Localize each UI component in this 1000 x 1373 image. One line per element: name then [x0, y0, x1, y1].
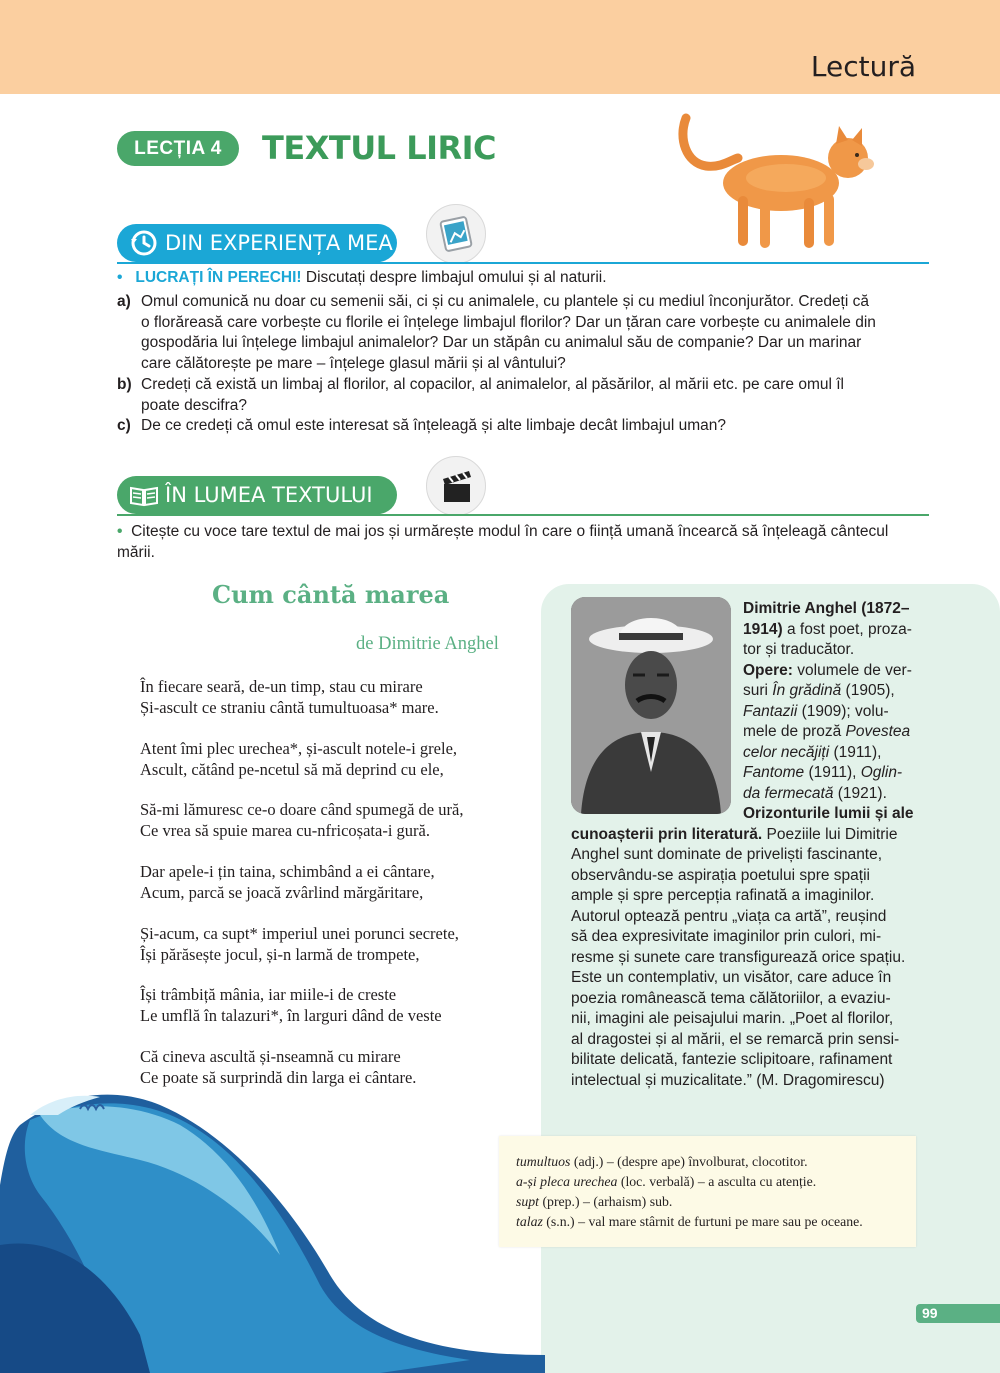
- section-text-underline: [117, 514, 929, 516]
- bio-heading: cunoașterii prin literatură.: [571, 826, 763, 843]
- question-b: [117, 375, 917, 417]
- section-title: Lectură: [810, 50, 916, 83]
- pairs-instruction: [117, 268, 607, 289]
- glossary-entry: [516, 1192, 672, 1212]
- poem-stanza: [140, 924, 459, 965]
- bio-text: (1911),: [829, 744, 882, 761]
- bio-line: [743, 743, 881, 764]
- bio-text: (1921).: [833, 785, 887, 802]
- author-portrait: [571, 597, 731, 814]
- bio-line: Este un contemplativ, un visător, care aduce în: [571, 969, 892, 986]
- poem-verse: Că cineva ascultă și-nseamnă cu mirare: [140, 1047, 401, 1066]
- clapperboard-icon: [427, 457, 487, 517]
- glossary-definition: (loc. verbală) – a asculta cu atenție.: [617, 1174, 817, 1189]
- pairs-lead: LUCRAȚI ÎN PERECHI!: [135, 269, 302, 286]
- question-line: care călătorește pe mare – înțelege glasul mării și al vântului?: [141, 354, 566, 372]
- poem-stanza: [140, 677, 439, 718]
- poem-stanza: [140, 800, 463, 841]
- bio-line: ample și spre percepția rafinată a imaginilor.: [571, 887, 875, 904]
- bio-text: (1905),: [841, 682, 895, 699]
- bio-line: [743, 702, 889, 723]
- poem-verse: Și-ascult ce straniu cântă tumultuoasa* mare.: [140, 697, 439, 717]
- bio-line: [743, 681, 895, 702]
- poem-verse: În fiecare seară, de-un timp, stau cu mirare: [140, 677, 423, 696]
- bio-line: [743, 763, 902, 784]
- bio-text: a fost poet, proza-: [782, 621, 912, 638]
- section-experience-underline: [117, 262, 929, 264]
- bio-text: suri: [743, 682, 773, 699]
- section-text-header: [117, 476, 397, 514]
- instruction-line: Citește cu voce tare textul de mai jos și urmărește modul în care o ființă umană încearcă să înțeleagă cântecul: [131, 523, 889, 540]
- bio-work-title: În grădină: [772, 682, 842, 699]
- glossary-entry: [516, 1212, 863, 1232]
- clapperboard-icon-circle: [426, 456, 486, 516]
- poem-verse: Ascult, cătând pe-ncetul să mă deprind cu ele,: [140, 759, 444, 779]
- question-label: b): [117, 376, 132, 393]
- bio-line: resme și sunete care transfigurează orice spațiu.: [571, 949, 906, 966]
- glossary-term: supt: [516, 1194, 539, 1209]
- bio-line: Anghel sunt dominate de priveliști fascinante,: [571, 846, 883, 863]
- poem-verse: Dar apele-i țin taina, schimbând a ei cântare,: [140, 862, 435, 881]
- poem-verse: Își trâmbiță mânia, iar miile-i de creste: [140, 985, 397, 1004]
- section-experience-header: [117, 224, 397, 262]
- poem-verse: Își părăsește jocul, și-n larmă de trompete,: [140, 944, 420, 964]
- bio-line: [571, 825, 897, 846]
- question-label: a): [117, 293, 131, 310]
- bio-text: Poeziile lui Dimitrie: [762, 826, 898, 843]
- section-text-title: ÎN LUMEA TEXTULUI: [165, 483, 373, 507]
- lesson-badge: LECȚIA 4: [117, 131, 239, 166]
- bio-line: să dea expresivitate imaginilor prin culori, mi-: [571, 928, 882, 945]
- poem-verse: Ce poate să surprindă din larga ei cântare.: [140, 1067, 417, 1087]
- poem-verse: Le umflă în talazuri*, în larguri dând de veste: [140, 1005, 442, 1025]
- sea-wave-illustration: [0, 1085, 545, 1373]
- poem-title: Cum cântă marea: [212, 580, 450, 609]
- cat-image: [676, 108, 886, 258]
- reading-instruction: [117, 522, 937, 563]
- bullet-dot: •: [117, 269, 123, 286]
- question-line: gospodăria lui înțelege limbajul animalelor? Dar un stăpân cu animalul său de companie? Dar un marinar: [141, 334, 862, 351]
- glossary-term: a-și pleca urechea: [516, 1174, 618, 1189]
- lesson-title: TEXTUL LIRIC: [262, 129, 497, 167]
- bio-line: tor și traducător.: [743, 641, 855, 658]
- bullet-dot: •: [117, 523, 123, 540]
- poem-stanza: [140, 739, 457, 780]
- poem-verse: Atent îmi plec urechea*, și-ascult notele-i grele,: [140, 739, 458, 758]
- bio-line: [743, 804, 914, 825]
- question-line: De ce credeți că omul este interesat să înțeleagă și alte limbaje decât limbajul uman?: [141, 417, 727, 434]
- bio-text: (1911),: [804, 764, 861, 781]
- bio-author-name: Dimitrie Anghel (1872–: [743, 600, 910, 617]
- pairs-text: Discutați despre limbajul omului și al naturii.: [301, 269, 607, 286]
- open-book-icon: [129, 481, 159, 509]
- bio-work-title: Fantazii: [743, 703, 798, 720]
- bio-works-label: Opere:: [743, 662, 793, 679]
- poem-author: de Dimitrie Anghel: [356, 634, 499, 654]
- question-a: [117, 292, 917, 376]
- question-line: Omul comunică nu doar cu semenii săi, ci și cu animalele, cu plantele și cu mediul înconjurător. Credeți că: [141, 293, 869, 310]
- bio-line: Autorul optează pentru „viața ca artă”, reușind: [571, 908, 887, 925]
- question-line: Credeți că există un limbaj al florilor, al copacilor, al animalelor, al păsărilor, al mării etc. pe care omul îl: [141, 376, 844, 393]
- bio-line: [743, 661, 912, 682]
- glossary-box: [499, 1136, 916, 1247]
- poem-verse: Ce vrea să spuie marea cu-nfricoșata-i gură.: [140, 820, 430, 840]
- glossary-definition: (prep.) – (arhaism) sub.: [539, 1194, 673, 1209]
- question-label: c): [117, 417, 131, 434]
- section-experience-title: DIN EXPERIENȚA MEA: [165, 231, 393, 255]
- bio-heading: Orizonturile lumii și ale: [743, 805, 914, 822]
- tablet-icon: [427, 205, 487, 265]
- question-line: poate descifra?: [141, 396, 247, 414]
- glossary-entry: [516, 1152, 808, 1172]
- instruction-line: mării.: [117, 543, 155, 561]
- bio-work-title: Oglin-: [860, 764, 903, 781]
- bio-text: volumele de ver-: [792, 662, 912, 679]
- glossary-term: tumultuos: [516, 1154, 571, 1169]
- bio-line: al dragostei și al mării, el se remarcă prin sensi-: [571, 1031, 900, 1048]
- glossary-term: talaz: [516, 1214, 543, 1229]
- bio-line: poezia românească tema călătoriilor, a evaziu-: [571, 990, 891, 1007]
- bio-line: [743, 784, 887, 805]
- glossary-entry: [516, 1172, 816, 1192]
- bio-line: bilitate delicată, fantezie sclipitoare, rafinament: [571, 1051, 893, 1068]
- question-c: [117, 416, 917, 438]
- bio-years: 1914): [743, 621, 783, 638]
- bio-line: [743, 722, 910, 743]
- poem-verse: Să-mi lămuresc ce-o doare când spumegă de ură,: [140, 800, 464, 819]
- bio-line: intelectual și muzicalitate.” (M. Dragomirescu): [571, 1072, 885, 1089]
- bio-line: [743, 620, 912, 641]
- question-line: o florăreasă care vorbește cu florile ei înțelege limbajul florilor? Dar un țăran care vorbește cu animalele din: [141, 313, 876, 331]
- glossary-definition: (adj.) – (despre ape) învolburat, clocotitor.: [570, 1154, 808, 1169]
- bio-line: nii, imagini ale peisajului marin. „Poet al florilor,: [571, 1010, 894, 1027]
- poem-stanza: [140, 1047, 416, 1088]
- bio-work-title: Povestea: [845, 723, 911, 740]
- poem-stanza: [140, 985, 442, 1026]
- tablet-icon-circle: [426, 204, 486, 264]
- bio-work-title: da fermecată: [743, 785, 834, 802]
- poem-verse: Și-acum, ca supt* imperiul unei porunci secrete,: [140, 924, 459, 943]
- bio-line: [743, 599, 910, 620]
- poem-stanza: [140, 862, 435, 903]
- bio-work-title: Fantome: [743, 764, 805, 781]
- poem-verse: Acum, parcă se joacă zvârlind mărgăritare,: [140, 882, 424, 902]
- bio-text: (1909); volu-: [797, 703, 889, 720]
- bio-text: mele de proză: [743, 723, 846, 740]
- bio-line: observându-se aspirația poetului spre spații: [571, 867, 870, 884]
- clock-history-icon: [129, 229, 159, 257]
- bio-work-title: celor necăjiți: [743, 744, 830, 761]
- glossary-definition: (s.n.) – val mare stârnit de furtuni pe mare sau pe oceane.: [542, 1214, 863, 1229]
- page-number: 99: [916, 1304, 1000, 1323]
